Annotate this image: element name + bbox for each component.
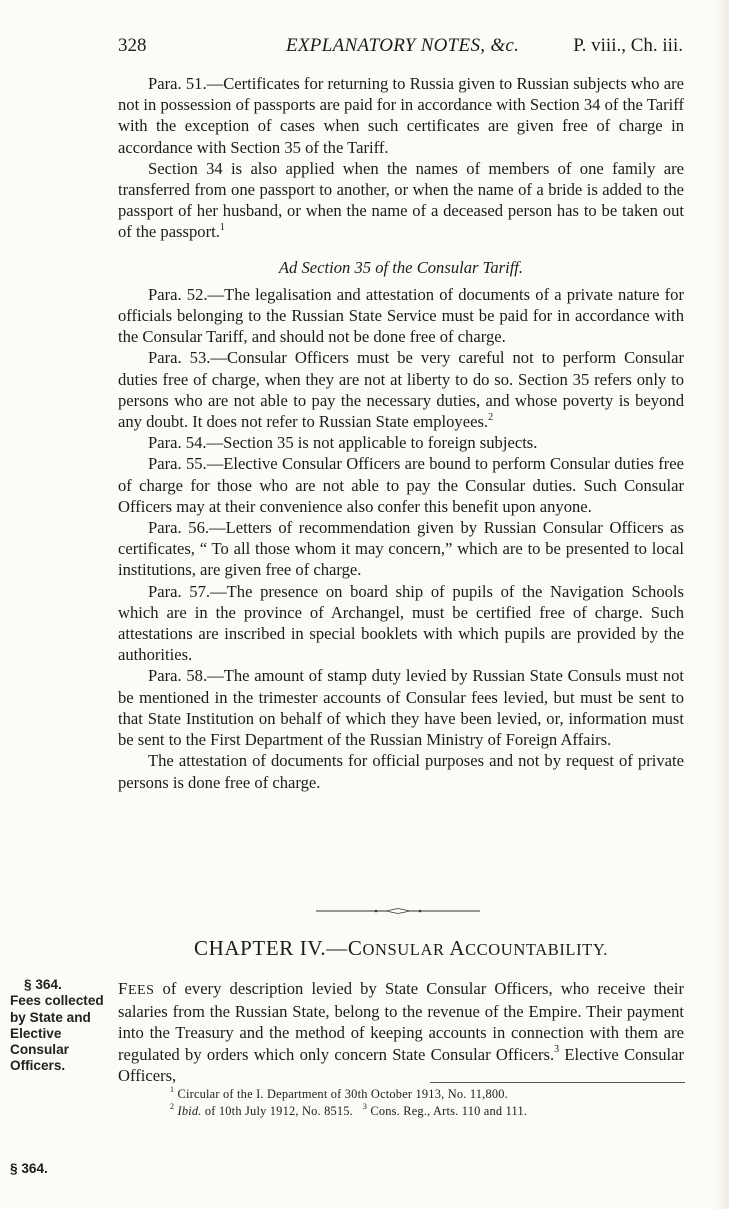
footnote-mark: 3 [362, 1101, 368, 1111]
chapter-heading: CHAPTER IV.—CONSULAR ACCOUNTABILITY. [194, 936, 608, 960]
chapter-number: CHAPTER IV. [194, 936, 327, 960]
paragraph: The attestation of documents for official purposes and not by request of private persons is done free of charge. [118, 751, 684, 792]
initial-word-rest: EES [127, 983, 155, 998]
running-title: EXPLANATORY NOTES, &c. [286, 35, 520, 56]
paragraph: Para. 56.—Letters of recommendation given by Russian Consular Officers as certificates, “ To all those whom it may concern,” which are to be presented to local institutions, are given free of charge. [118, 518, 684, 580]
chapter-title-part: CCOUNTABILITY. [465, 940, 608, 959]
footnote-mark: 2 [170, 1101, 175, 1111]
footnote-text: Circular of the I. Department of 30th October 1913, No. 11,800. [177, 1087, 508, 1101]
chapter-title-initial: C [347, 936, 363, 960]
paragraph: Para. 52.—The legalisation and attestation of documents of a private nature for officials belonging to the Russian State Service must be paid for in accordance with the Consular Tariff, and should not be done free of charge. [118, 284, 684, 347]
paragraph-text: Section 34 is also applied when the names of members of one family are transferred from one passport to another, or when the name of a bride is added to the passport of her husband, or when the name of a deceased person has to be taken out of the passport. [118, 158, 684, 242]
paragraph: Para. 57.—The presence on board ship of pupils of the Navigation Schools which are in the province of Archangel, must be certified free of charge. Such attestations are inscribed in special booklets with which pupils are provided by the authorities. [118, 581, 684, 665]
footnote-mark: 1 [170, 1084, 175, 1094]
chapter-title-initial: A [449, 936, 466, 960]
footnote-reference: 2 [488, 411, 494, 423]
margin-note-section: § 364. [24, 977, 62, 992]
footnote-reference: 1 [219, 221, 225, 233]
section-subheading: Ad Section 35 of the Consular Tariff. [278, 257, 524, 277]
paragraph [118, 978, 684, 1086]
footnote-rule [430, 1082, 685, 1083]
paragraph: Para. 54.—Section 35 is not applicable to foreign subjects. [148, 433, 538, 453]
paragraph-text: Elective Consular Officers, [118, 1044, 684, 1085]
margin-note [10, 977, 110, 1075]
footnote-text: Cons. Reg., Arts. 110 and 111. [370, 1104, 528, 1118]
footnote [158, 1086, 678, 1103]
paragraph-text: Para. 53.—Consular Officers must be very careful not to perform Consular duties free of charge, when they are not at liberty to do so. Section 35 refers only to persons who are not able to pay the necessary duties, and whose poverty is beyond any doubt. It does not refer to Russian State employees. [118, 348, 684, 432]
running-head [118, 33, 683, 59]
footnote-reference: 3 [554, 1044, 560, 1056]
paragraph-initial [118, 979, 154, 998]
part-chapter-reference: P. viii., Ch. iii. [573, 35, 683, 56]
chapter-text [118, 978, 684, 1086]
ibid-text: Ibid. [177, 1104, 202, 1118]
section-divider-ornament [316, 908, 480, 914]
margin-note-text: Fees collected by State and Elective Consular Officers. [10, 993, 104, 1074]
main-text [118, 73, 684, 793]
chapter-title-part: ONSULAR [362, 940, 450, 959]
paragraph [118, 158, 684, 243]
initial-letter: F [118, 979, 128, 998]
footnote [158, 1103, 678, 1120]
bottom-section-marker: § 364. [10, 1161, 48, 1176]
footnote-text: Ibid. of 10th July 1912, No. 8515. [177, 1104, 353, 1118]
paragraph [118, 347, 684, 432]
paragraph-text: of every description levied by State Consular Officers, who receive their salaries from the Russian State, belong to the revenue of the Empire. Their payment into the Treasury and the method of keeping accounts in connection with them are regulated by orders which only concern State Consular Officers. [118, 979, 684, 1064]
paragraph: Para. 58.—The amount of stamp duty levied by Russian State Consuls must not be mentioned in the trimester accounts of Consular fees levied, but must be sent to that State Institution on behalf of which they have been levied, or, information must be sent to the First Department of the Russian Ministry of Foreign Affairs. [118, 666, 684, 750]
page-number: 328 [118, 35, 147, 56]
page-edge-shadow [715, 0, 729, 1209]
footnotes [158, 1086, 678, 1120]
paragraph: Para. 55.—Elective Consular Officers are bound to perform Consular duties free of charge for those who are not able to pay the Consular duties. Such Consular Officers may at their convenience also confer this benefit upon anyone. [118, 454, 684, 516]
paragraph: Para. 51.—Certificates for returning to Russia given to Russian subjects who are not in possession of passports are paid for in accordance with Section 34 of the Tariff with the exception of cases when such certificates are given free of charge in accordance with Section 35 of the Tariff. [118, 74, 684, 157]
